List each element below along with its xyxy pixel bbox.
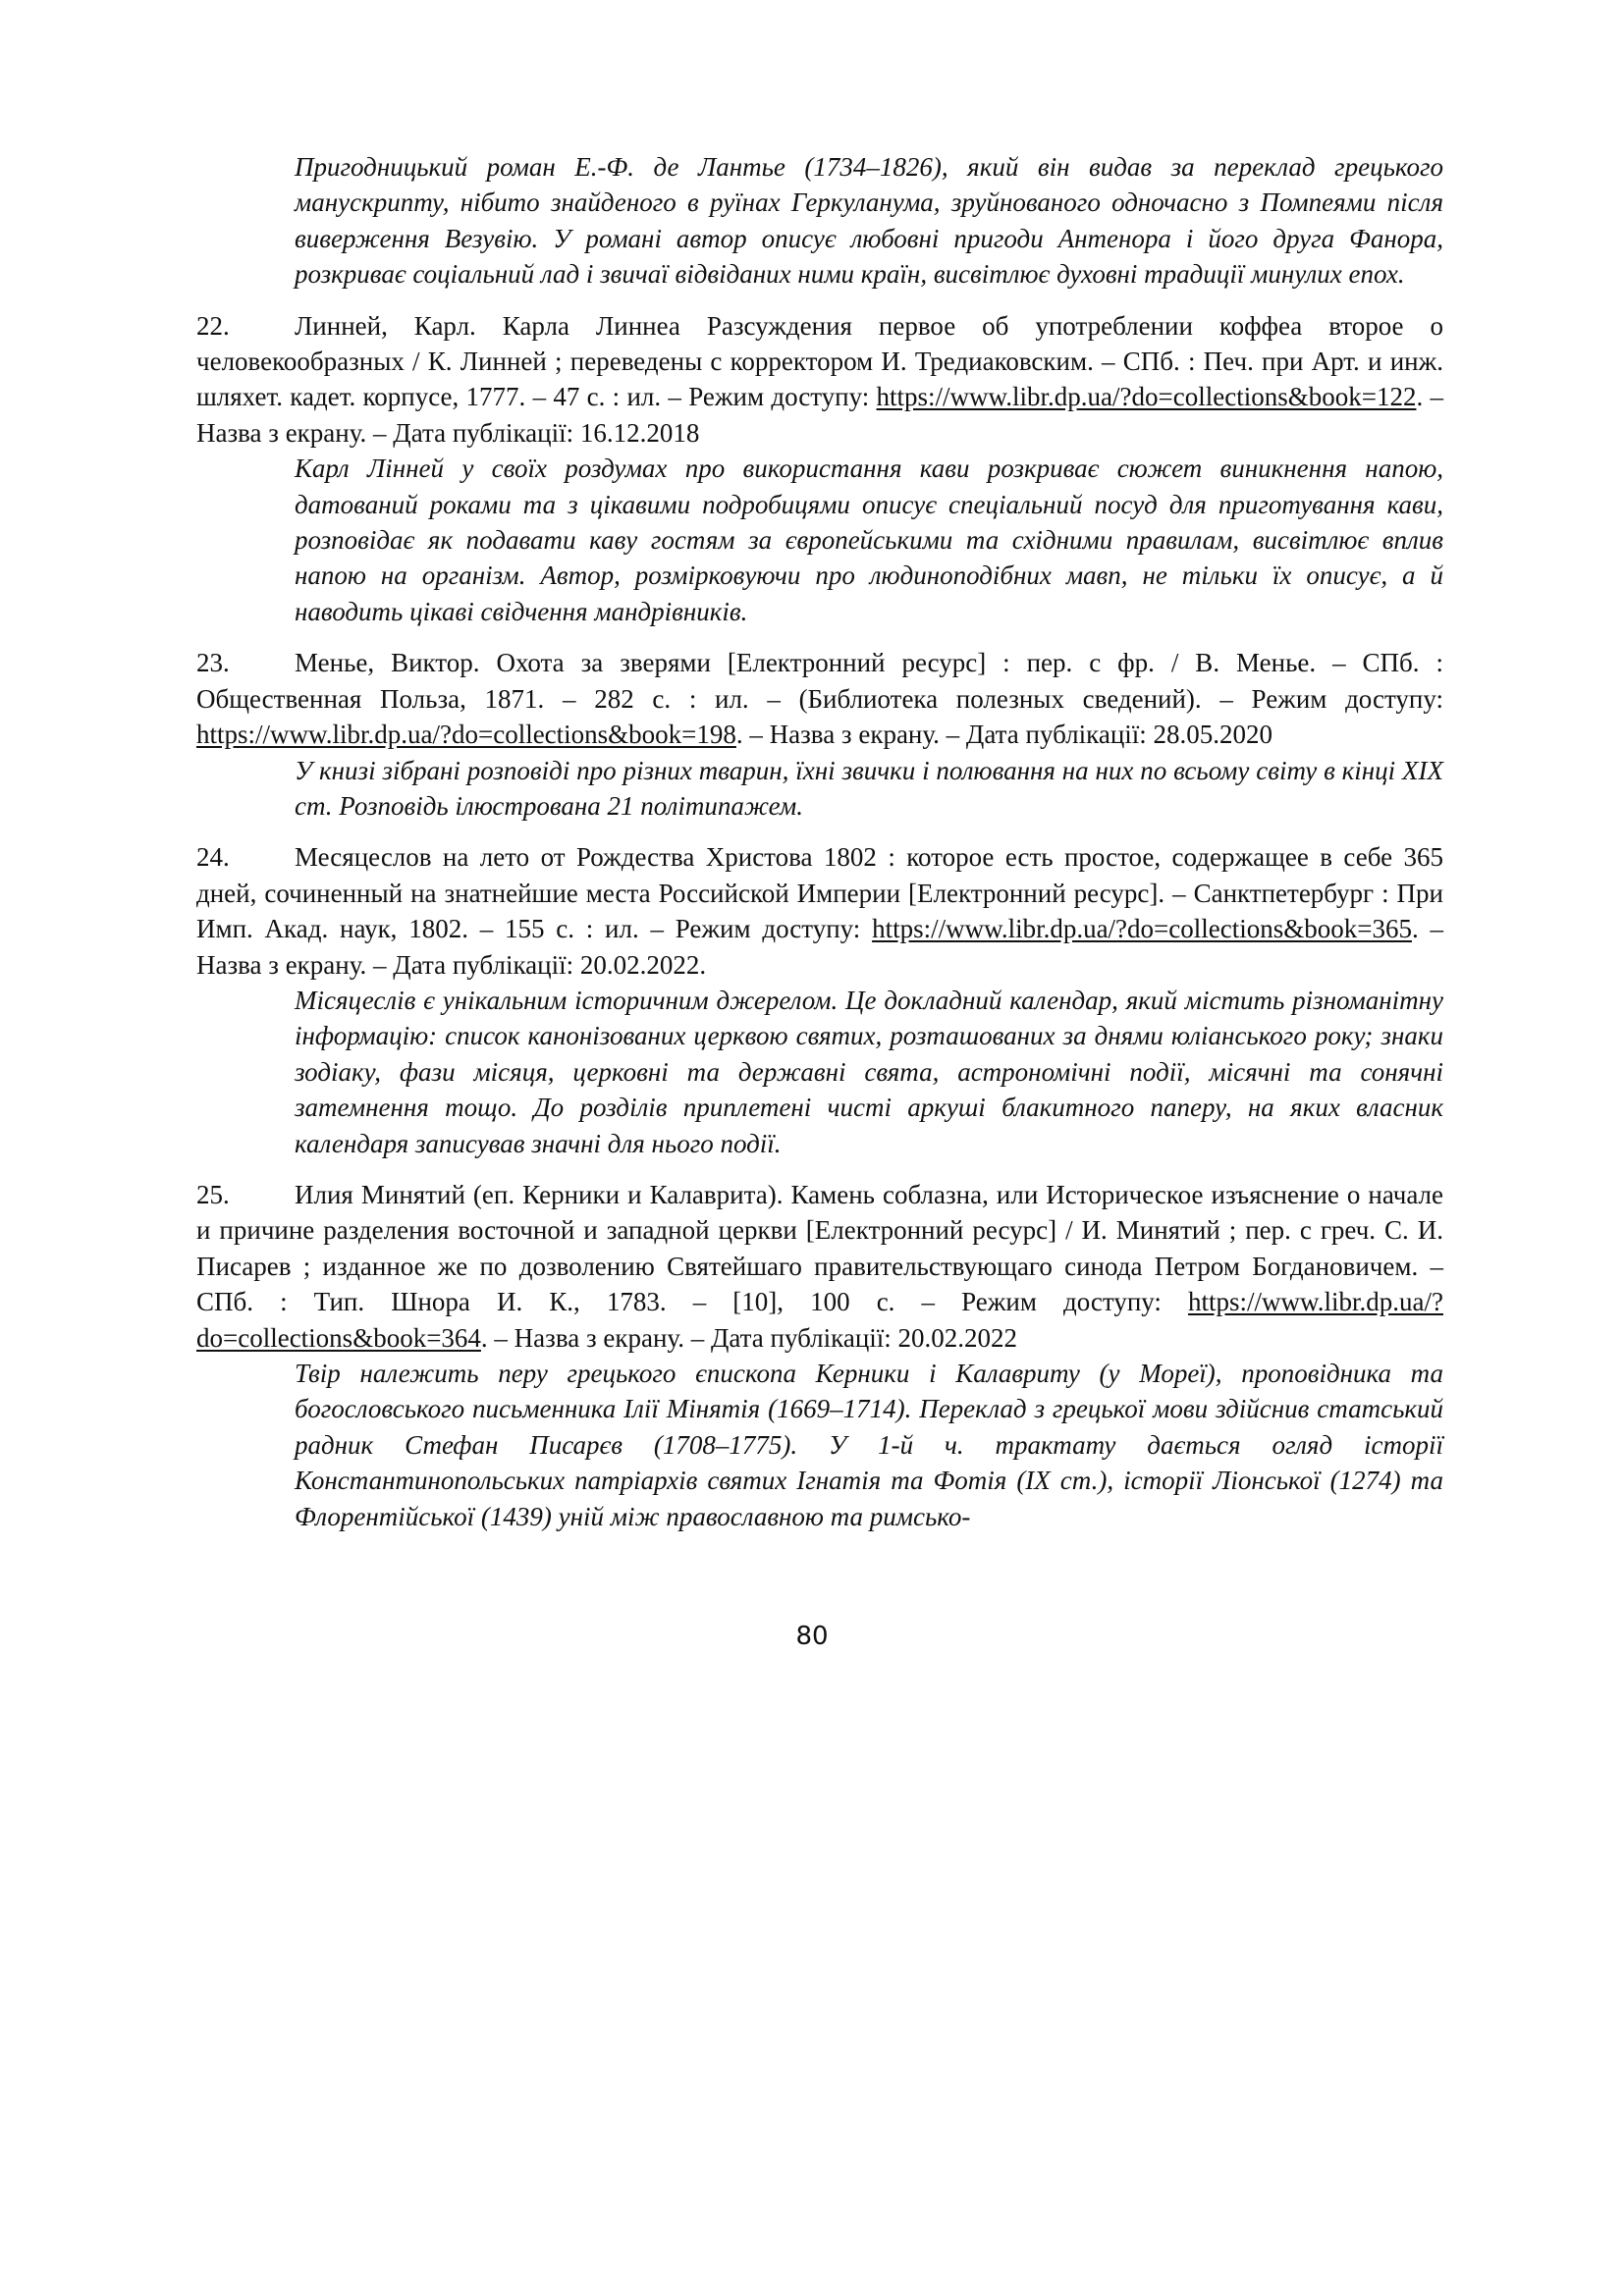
- entry-link[interactable]: https://www.libr.dp.ua/?do=collections&book=365: [872, 914, 1412, 944]
- entry-number: 22.: [196, 310, 230, 341]
- annotation-continued: Пригодницький роман Е.-Ф. де Лантье (1734–1826), який він видав за переклад грецького манускрипту, нібито знайденого в руїнах Геркуланума, зруйнованого одночасно з Помпеями після виверження Везувію. У романі автор описує любовні пригоди Антенора і його друга Фанора, розкриває соціальний лад і звичаї відвіданих ними країн, висвітлює духовні традиції минулих епох.: [295, 152, 1443, 290]
- entry-citation: Илия Минятий (еп. Керники и Калаврита). Камень соблазна, или Историческое изъяснение о начале и причине разделения восточной и западной церкви [Електронний ресурс] / И. Минятий ; пер. с греч. С. И. Писарев ; изданное же по дозволению Святейшаго правительствующаго синода Петром Богдановичем. – СПб. : Тип. Шнора И. К., 1783. – [10], 100 с. – Режим доступу:: [196, 1179, 1443, 1317]
- entry-citation-tail: . – Назва з екрану. – Дата публікації: 20.02.2022.: [196, 914, 1443, 980]
- entry-link[interactable]: https://www.libr.dp.ua/?do=collections&book=364: [196, 1287, 1443, 1353]
- page-content: [196, 149, 1443, 1534]
- entry-number: 24.: [196, 842, 230, 873]
- entry-link[interactable]: https://www.libr.dp.ua/?do=collections&book=198: [196, 720, 736, 750]
- bibliography-entry-24: [196, 839, 1443, 983]
- page-number: 80: [795, 1622, 829, 1651]
- bibliography-entry-23: [196, 645, 1443, 752]
- entry-annotation-23: У книзі зібрані розповіді про різних тварин, їхні звички і полювання на них по всьому світу в кінці XIX ст. Розповідь ілюстрована 21 політипажем.: [295, 755, 1443, 821]
- entry-citation-tail: . – Назва з екрану. – Дата публікації: 20.02.2022: [480, 1322, 1018, 1353]
- entry-citation: Менье, Виктор. Охота за зверями [Електронний ресурс] : пер. с фр. / В. Менье. – СПб. : Общественная Польза, 1871. – 282 с. : ил. – (Библиотека полезных сведений). – Режим доступу:: [196, 648, 1443, 714]
- bibliography-entry-25: [196, 1177, 1443, 1356]
- entry-citation-tail: . – Назва з екрану. – Дата публікації: 16.12.2018: [196, 382, 1443, 448]
- entry-number: 25.: [196, 1179, 230, 1209]
- entry-citation-tail: . – Назва з екрану. – Дата публікації: 28.05.2020: [735, 720, 1273, 750]
- entry-link[interactable]: https://www.libr.dp.ua/?do=collections&book=122: [876, 382, 1417, 412]
- entry-annotation-25: Твір належить перу грецького єпископа Керники і Калавриту (у Мореї), проповідника та богословського письменника Ілії Мінятія (1669–1714). Переклад з грецької мови здійснив статський радник Стефан Писарєв (1708–1775). У 1-й ч. трактату дається огляд історії Константинопольських патріархів святих Ігнатія та Фотія (IX ст.), історії Ліонської (1274) та Флорентійської (1439) уній між православною та римсько-: [295, 1359, 1443, 1531]
- bibliography-entry-22: [196, 308, 1443, 452]
- entry-annotation-24: Місяцеслів є унікальним історичним джерелом. Це докладний календар, який містить різноманітну інформацію: список канонізованих церквою святих, розташованих за днями юліанського року; знаки зодіаку, фази місяця, церковні та державні свята, астрономічні події, місячні та сонячні затемнення тощо. До розділів приплетені чисті аркуші блакитного паперу, на яких власник календаря записував значні для нього події.: [295, 985, 1443, 1158]
- entry-number: 23.: [196, 648, 230, 678]
- entry-annotation-22: Карл Лінней у своїх роздумах про використання кави розкриває сюжет виникнення напою, датований роками та з цікавими подробицями описує спеціальний посуд для приготування кави, розповідає як подавати каву гостям за європейськими та східними правилам, висвітлює вплив напою на організм. Автор, розмірковуючи про людиноподібних мавп, не тільки їх описує, а й наводить цікаві свідчення мандрівників.: [295, 454, 1443, 626]
- entry-citation: Месяцеслов на лето от Рождества Христова 1802 : которое есть простое, содержащее в себе 365 дней, сочиненный на знатнейшие места Российской Империи [Електронний ресурс]. – Санктпетербург : При Имп. Акад. наук, 1802. – 155 с. : ил. – Режим доступу:: [196, 842, 1443, 944]
- entry-citation: Линней, Карл. Карла Линнеа Разсуждения первое об употреблении коффеа второе о человекообразных / К. Линней ; переведены с корректором И. Тредиаковским. – СПб. : Печ. при Арт. и инж. шляхет. кадет. корпусе, 1777. – 47 с. : ил. – Режим доступу:: [196, 310, 1443, 412]
